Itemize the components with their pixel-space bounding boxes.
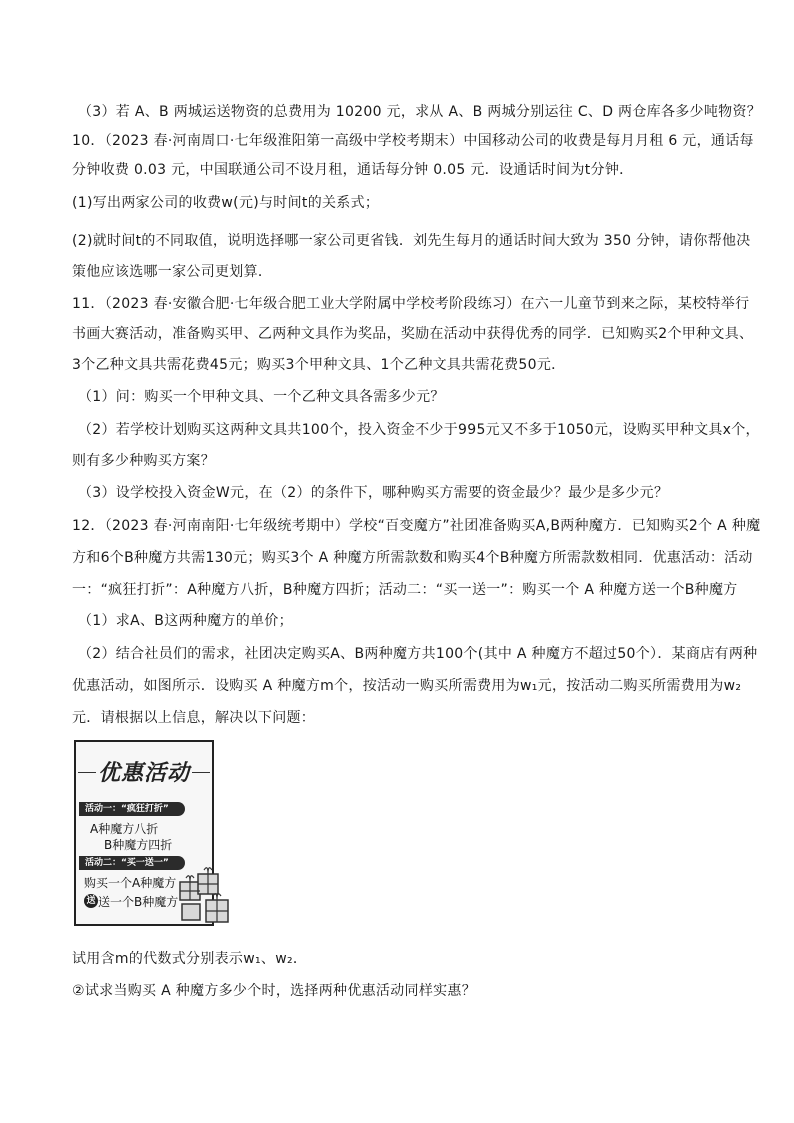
q10-stem-line1: 10．（2023 春·河南周口·七年级淮阳第一高级中学校考期末）中国移动公司的收费是每月月租 6 元，通话每 — [72, 133, 754, 149]
q11-part2-line1: （2）若学校计划购买这两种文具共100个，投入资金不少于995元又不多于1050元，设购买甲种文具x个， — [78, 422, 760, 438]
q11-stem-line2: 书画大赛活动，准备购买甲、乙两种文具作为奖品，奖励在活动中获得优秀的同学．已知购买2个甲种文具、 — [72, 326, 754, 342]
q12-stem-line3: 一：“疯狂打折”：A种魔方八折，B种魔方四折；活动二：“买一送一”：购买一个 A 种魔方送一个B种魔方 — [72, 582, 738, 598]
activity2-line1: 购买一个A种魔方 — [84, 876, 177, 890]
gift-boxes-icon — [176, 866, 234, 928]
q10-stem-line2: 分钟收费 0.03 元，中国联通公司不设月租，通话每分钟 0.05 元．设通话时间为t分钟． — [72, 162, 634, 178]
q10-part1: (1)写出两家公司的收费w(元)与时间t的关系式； — [72, 195, 380, 211]
q11-part3: （3）设学校投入资金W元，在（2）的条件下，哪种购买方需要的资金最少？最少是多少元？ — [78, 485, 669, 501]
poster-rule-right — [192, 772, 210, 773]
q11-stem-line1: 11．（2023 春·安徽合肥·七年级合肥工业大学附属中学校考阶段练习）在六一儿童节到来之际，某校特举行 — [72, 296, 750, 312]
q11-part2-line2: 则有多少种购买方案？ — [72, 453, 215, 469]
activity1-banner: 活动一：“疯狂打折” — [79, 802, 185, 816]
activity2-banner: 活动二：“买一送一” — [79, 856, 185, 870]
q12-sub2: ②试求当购买 A 种魔方多少个时，选择两种优惠活动同样实惠？ — [72, 983, 477, 999]
q12-stem-line1: 12．（2023 春·河南南阳·七年级统考期中）学校“百变魔方”社团准备购买A,B两种魔方．已知购买2个 A 种魔 — [72, 518, 761, 534]
q12-part2-line2: 优惠活动，如图所示．设购买 A 种魔方m个，按活动一购买所需费用为w₁元，按活动二购买所需费用为w₂ — [72, 678, 742, 694]
activity1-line2: B种魔方四折 — [104, 838, 173, 852]
q12-sub1: 试用含m的代数式分别表示w₁、w₂． — [72, 951, 308, 967]
activity2-line2: 送一个B种魔方 — [98, 895, 179, 909]
q12-part2-line1: （2）结合社员们的需求，社团决定购买A、B两种魔方共100个(其中 A 种魔方不超过50个）．某商店有两种 — [78, 646, 758, 662]
q10-part2-line2: 策他应该选哪一家公司更划算． — [72, 264, 273, 280]
q9-part3: （3）若 A、B 两城运送物资的总费用为 10200 元，求从 A、B 两城分别运往 C、D 两仓库各多少吨物资？ — [78, 104, 762, 120]
q12-stem-line2: 方和6个B种魔方共需130元；购买3个 A 种魔方所需款数和购买4个B种魔方所需款数相同．优惠活动：活动 — [72, 550, 753, 566]
activity1-line1: A种魔方八折 — [90, 822, 159, 836]
send-badge: 送 — [84, 894, 98, 908]
q12-part1: （1）求A、B这两种魔方的单价； — [78, 613, 293, 629]
q11-part1: （1）问：购买一个甲种文具、一个乙种文具各需多少元？ — [78, 389, 445, 405]
q10-part2-line1: (2)就时间t的不同取值，说明选择哪一家公司更省钱．刘先生每月的通话时间大致为 350 分钟，请你帮他决 — [72, 233, 751, 249]
q11-stem-line3: 3个乙种文具共需花费45元；购买3个甲种文具、1个乙种文具共需花费50元． — [72, 357, 566, 373]
q12-part2-line3: 元．请根据以上信息，解决以下问题： — [72, 710, 316, 726]
poster-title: 优惠活动 — [97, 760, 190, 786]
